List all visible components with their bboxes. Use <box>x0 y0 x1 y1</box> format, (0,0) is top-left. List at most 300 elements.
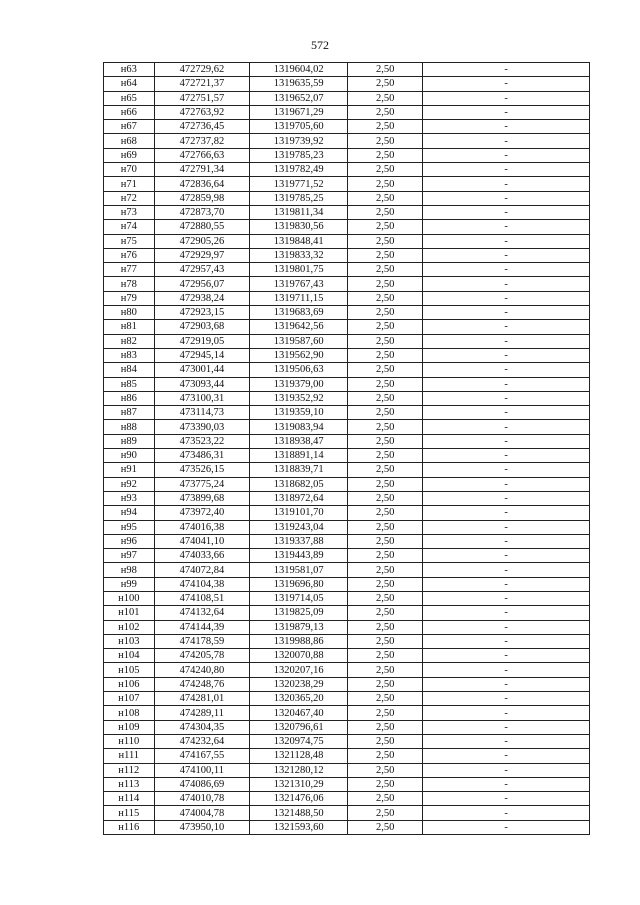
y-coordinate-cell: 1318938,47 <box>250 434 348 448</box>
x-coordinate-cell: 474289,11 <box>154 706 250 720</box>
accuracy-cell: 2,50 <box>348 591 423 605</box>
x-coordinate-cell: 474086,69 <box>154 777 250 791</box>
point-name-cell: н63 <box>104 63 155 77</box>
x-coordinate-cell: 472751,57 <box>154 91 250 105</box>
x-coordinate-cell: 472903,68 <box>154 320 250 334</box>
y-coordinate-cell: 1321280,12 <box>250 763 348 777</box>
table-row <box>104 105 590 119</box>
accuracy-cell: 2,50 <box>348 377 423 391</box>
point-name-cell: н77 <box>104 263 155 277</box>
accuracy-cell: 2,50 <box>348 820 423 834</box>
y-coordinate-cell: 1320365,20 <box>250 692 348 706</box>
accuracy-cell: 2,50 <box>348 806 423 820</box>
accuracy-cell: 2,50 <box>348 134 423 148</box>
accuracy-cell: 2,50 <box>348 105 423 119</box>
accuracy-cell: 2,50 <box>348 234 423 248</box>
y-coordinate-cell: 1319243,04 <box>250 520 348 534</box>
y-coordinate-cell: 1319671,29 <box>250 105 348 119</box>
description-cell: - <box>423 77 590 91</box>
point-name-cell: н107 <box>104 692 155 706</box>
table-row <box>104 263 590 277</box>
table-row <box>104 377 590 391</box>
x-coordinate-cell: 473390,03 <box>154 420 250 434</box>
coordinates-table <box>103 62 590 835</box>
accuracy-cell: 2,50 <box>348 777 423 791</box>
description-cell: - <box>423 91 590 105</box>
point-name-cell: н114 <box>104 792 155 806</box>
description-cell: - <box>423 549 590 563</box>
table-row <box>104 163 590 177</box>
accuracy-cell: 2,50 <box>348 549 423 563</box>
table-row <box>104 692 590 706</box>
table-row <box>104 577 590 591</box>
point-name-cell: н70 <box>104 163 155 177</box>
description-cell: - <box>423 334 590 348</box>
x-coordinate-cell: 473972,40 <box>154 506 250 520</box>
y-coordinate-cell: 1319879,13 <box>250 620 348 634</box>
table-row <box>104 334 590 348</box>
description-cell: - <box>423 177 590 191</box>
accuracy-cell: 2,50 <box>348 491 423 505</box>
table-row <box>104 320 590 334</box>
point-name-cell: н90 <box>104 449 155 463</box>
accuracy-cell: 2,50 <box>348 506 423 520</box>
table-row <box>104 277 590 291</box>
x-coordinate-cell: 472905,26 <box>154 234 250 248</box>
x-coordinate-cell: 474072,84 <box>154 563 250 577</box>
description-cell: - <box>423 191 590 205</box>
point-name-cell: н82 <box>104 334 155 348</box>
accuracy-cell: 2,50 <box>348 706 423 720</box>
description-cell: - <box>423 606 590 620</box>
x-coordinate-cell: 474304,35 <box>154 720 250 734</box>
description-cell: - <box>423 506 590 520</box>
y-coordinate-cell: 1318972,64 <box>250 491 348 505</box>
accuracy-cell: 2,50 <box>348 220 423 234</box>
x-coordinate-cell: 472791,34 <box>154 163 250 177</box>
accuracy-cell: 2,50 <box>348 205 423 219</box>
description-cell: - <box>423 463 590 477</box>
accuracy-cell: 2,50 <box>348 577 423 591</box>
point-name-cell: н73 <box>104 205 155 219</box>
x-coordinate-cell: 474016,38 <box>154 520 250 534</box>
description-cell: - <box>423 306 590 320</box>
x-coordinate-cell: 472766,63 <box>154 148 250 162</box>
x-coordinate-cell: 473100,31 <box>154 391 250 405</box>
description-cell: - <box>423 577 590 591</box>
table-row <box>104 491 590 505</box>
x-coordinate-cell: 472929,97 <box>154 248 250 262</box>
description-cell: - <box>423 134 590 148</box>
x-coordinate-cell: 472956,07 <box>154 277 250 291</box>
point-name-cell: н67 <box>104 120 155 134</box>
description-cell: - <box>423 620 590 634</box>
point-name-cell: н98 <box>104 563 155 577</box>
table-row <box>104 620 590 634</box>
x-coordinate-cell: 472763,92 <box>154 105 250 119</box>
y-coordinate-cell: 1319767,43 <box>250 277 348 291</box>
point-name-cell: н74 <box>104 220 155 234</box>
x-coordinate-cell: 473526,15 <box>154 463 250 477</box>
y-coordinate-cell: 1319711,15 <box>250 291 348 305</box>
point-name-cell: н87 <box>104 406 155 420</box>
x-coordinate-cell: 473950,10 <box>154 820 250 834</box>
description-cell: - <box>423 363 590 377</box>
x-coordinate-cell: 472945,14 <box>154 348 250 362</box>
table-row <box>104 591 590 605</box>
accuracy-cell: 2,50 <box>348 306 423 320</box>
x-coordinate-cell: 473899,68 <box>154 491 250 505</box>
y-coordinate-cell: 1319771,52 <box>250 177 348 191</box>
point-name-cell: н109 <box>104 720 155 734</box>
point-name-cell: н95 <box>104 520 155 534</box>
point-name-cell: н93 <box>104 491 155 505</box>
point-name-cell: н110 <box>104 734 155 748</box>
x-coordinate-cell: 472721,37 <box>154 77 250 91</box>
accuracy-cell: 2,50 <box>348 606 423 620</box>
accuracy-cell: 2,50 <box>348 291 423 305</box>
x-coordinate-cell: 474248,76 <box>154 677 250 691</box>
x-coordinate-cell: 473486,31 <box>154 449 250 463</box>
point-name-cell: н100 <box>104 591 155 605</box>
table-row <box>104 549 590 563</box>
description-cell: - <box>423 749 590 763</box>
table-row <box>104 449 590 463</box>
point-name-cell: н94 <box>104 506 155 520</box>
y-coordinate-cell: 1319604,02 <box>250 63 348 77</box>
table-row <box>104 177 590 191</box>
table-row <box>104 606 590 620</box>
x-coordinate-cell: 474144,39 <box>154 620 250 634</box>
description-cell: - <box>423 377 590 391</box>
y-coordinate-cell: 1319739,92 <box>250 134 348 148</box>
table-row <box>104 63 590 77</box>
y-coordinate-cell: 1319785,25 <box>250 191 348 205</box>
point-name-cell: н72 <box>104 191 155 205</box>
accuracy-cell: 2,50 <box>348 649 423 663</box>
accuracy-cell: 2,50 <box>348 263 423 277</box>
y-coordinate-cell: 1319714,05 <box>250 591 348 605</box>
accuracy-cell: 2,50 <box>348 191 423 205</box>
accuracy-cell: 2,50 <box>348 91 423 105</box>
description-cell: - <box>423 291 590 305</box>
y-coordinate-cell: 1319083,94 <box>250 420 348 434</box>
y-coordinate-cell: 1319101,70 <box>250 506 348 520</box>
point-name-cell: н103 <box>104 634 155 648</box>
x-coordinate-cell: 474100,11 <box>154 763 250 777</box>
x-coordinate-cell: 472938,24 <box>154 291 250 305</box>
y-coordinate-cell: 1319801,75 <box>250 263 348 277</box>
point-name-cell: н113 <box>104 777 155 791</box>
point-name-cell: н69 <box>104 148 155 162</box>
accuracy-cell: 2,50 <box>348 177 423 191</box>
table-row <box>104 677 590 691</box>
x-coordinate-cell: 472957,43 <box>154 263 250 277</box>
table-row <box>104 434 590 448</box>
table-row <box>104 291 590 305</box>
x-coordinate-cell: 472836,64 <box>154 177 250 191</box>
point-name-cell: н115 <box>104 806 155 820</box>
y-coordinate-cell: 1319811,34 <box>250 205 348 219</box>
description-cell: - <box>423 320 590 334</box>
y-coordinate-cell: 1319352,92 <box>250 391 348 405</box>
point-name-cell: н97 <box>104 549 155 563</box>
description-cell: - <box>423 220 590 234</box>
table-row <box>104 520 590 534</box>
table-row <box>104 734 590 748</box>
table-row <box>104 134 590 148</box>
y-coordinate-cell: 1320467,40 <box>250 706 348 720</box>
accuracy-cell: 2,50 <box>348 692 423 706</box>
point-name-cell: н112 <box>104 763 155 777</box>
point-name-cell: н96 <box>104 534 155 548</box>
description-cell: - <box>423 806 590 820</box>
accuracy-cell: 2,50 <box>348 363 423 377</box>
x-coordinate-cell: 473093,44 <box>154 377 250 391</box>
table-row <box>104 563 590 577</box>
accuracy-cell: 2,50 <box>348 749 423 763</box>
x-coordinate-cell: 472736,45 <box>154 120 250 134</box>
accuracy-cell: 2,50 <box>348 763 423 777</box>
y-coordinate-cell: 1319848,41 <box>250 234 348 248</box>
table-row <box>104 406 590 420</box>
table-row <box>104 649 590 663</box>
description-cell: - <box>423 706 590 720</box>
point-name-cell: н106 <box>104 677 155 691</box>
point-name-cell: н104 <box>104 649 155 663</box>
accuracy-cell: 2,50 <box>348 163 423 177</box>
x-coordinate-cell: 474033,66 <box>154 549 250 563</box>
x-coordinate-cell: 472923,15 <box>154 306 250 320</box>
x-coordinate-cell: 472729,62 <box>154 63 250 77</box>
y-coordinate-cell: 1320974,75 <box>250 734 348 748</box>
point-name-cell: н91 <box>104 463 155 477</box>
y-coordinate-cell: 1319635,59 <box>250 77 348 91</box>
x-coordinate-cell: 472859,98 <box>154 191 250 205</box>
table-row <box>104 663 590 677</box>
description-cell: - <box>423 449 590 463</box>
description-cell: - <box>423 263 590 277</box>
description-cell: - <box>423 692 590 706</box>
point-name-cell: н66 <box>104 105 155 119</box>
y-coordinate-cell: 1319652,07 <box>250 91 348 105</box>
accuracy-cell: 2,50 <box>348 434 423 448</box>
description-cell: - <box>423 563 590 577</box>
table-row <box>104 348 590 362</box>
accuracy-cell: 2,50 <box>348 277 423 291</box>
table-row <box>104 720 590 734</box>
y-coordinate-cell: 1319825,09 <box>250 606 348 620</box>
description-cell: - <box>423 777 590 791</box>
accuracy-cell: 2,50 <box>348 792 423 806</box>
description-cell: - <box>423 734 590 748</box>
description-cell: - <box>423 491 590 505</box>
description-cell: - <box>423 477 590 491</box>
accuracy-cell: 2,50 <box>348 77 423 91</box>
y-coordinate-cell: 1320207,16 <box>250 663 348 677</box>
table-row <box>104 706 590 720</box>
accuracy-cell: 2,50 <box>348 420 423 434</box>
description-cell: - <box>423 120 590 134</box>
description-cell: - <box>423 763 590 777</box>
y-coordinate-cell: 1319642,56 <box>250 320 348 334</box>
table-row <box>104 220 590 234</box>
y-coordinate-cell: 1318839,71 <box>250 463 348 477</box>
y-coordinate-cell: 1319705,60 <box>250 120 348 134</box>
accuracy-cell: 2,50 <box>348 620 423 634</box>
y-coordinate-cell: 1321593,60 <box>250 820 348 834</box>
table-row <box>104 820 590 834</box>
point-name-cell: н92 <box>104 477 155 491</box>
accuracy-cell: 2,50 <box>348 734 423 748</box>
description-cell: - <box>423 820 590 834</box>
description-cell: - <box>423 163 590 177</box>
x-coordinate-cell: 474232,64 <box>154 734 250 748</box>
x-coordinate-cell: 474132,64 <box>154 606 250 620</box>
point-name-cell: н68 <box>104 134 155 148</box>
table-row <box>104 234 590 248</box>
table-row <box>104 534 590 548</box>
description-cell: - <box>423 391 590 405</box>
table-row <box>104 248 590 262</box>
point-name-cell: н79 <box>104 291 155 305</box>
y-coordinate-cell: 1319830,56 <box>250 220 348 234</box>
x-coordinate-cell: 474240,80 <box>154 663 250 677</box>
point-name-cell: н80 <box>104 306 155 320</box>
point-name-cell: н64 <box>104 77 155 91</box>
table-row <box>104 634 590 648</box>
y-coordinate-cell: 1318891,14 <box>250 449 348 463</box>
y-coordinate-cell: 1319696,80 <box>250 577 348 591</box>
point-name-cell: н83 <box>104 348 155 362</box>
point-name-cell: н116 <box>104 820 155 834</box>
x-coordinate-cell: 473001,44 <box>154 363 250 377</box>
table-row <box>104 205 590 219</box>
accuracy-cell: 2,50 <box>348 334 423 348</box>
table-row <box>104 763 590 777</box>
point-name-cell: н111 <box>104 749 155 763</box>
description-cell: - <box>423 277 590 291</box>
description-cell: - <box>423 591 590 605</box>
accuracy-cell: 2,50 <box>348 520 423 534</box>
point-name-cell: н88 <box>104 420 155 434</box>
description-cell: - <box>423 248 590 262</box>
table-row <box>104 777 590 791</box>
point-name-cell: н101 <box>104 606 155 620</box>
y-coordinate-cell: 1319782,49 <box>250 163 348 177</box>
y-coordinate-cell: 1321310,29 <box>250 777 348 791</box>
point-name-cell: н86 <box>104 391 155 405</box>
y-coordinate-cell: 1319379,00 <box>250 377 348 391</box>
description-cell: - <box>423 205 590 219</box>
table-row <box>104 191 590 205</box>
y-coordinate-cell: 1321488,50 <box>250 806 348 820</box>
description-cell: - <box>423 720 590 734</box>
point-name-cell: н85 <box>104 377 155 391</box>
table-row <box>104 506 590 520</box>
x-coordinate-cell: 474178,59 <box>154 634 250 648</box>
x-coordinate-cell: 474004,78 <box>154 806 250 820</box>
x-coordinate-cell: 474108,51 <box>154 591 250 605</box>
table-row <box>104 792 590 806</box>
x-coordinate-cell: 473523,22 <box>154 434 250 448</box>
description-cell: - <box>423 534 590 548</box>
point-name-cell: н65 <box>104 91 155 105</box>
accuracy-cell: 2,50 <box>348 534 423 548</box>
y-coordinate-cell: 1319562,90 <box>250 348 348 362</box>
table-row <box>104 77 590 91</box>
y-coordinate-cell: 1319988,86 <box>250 634 348 648</box>
table-row <box>104 463 590 477</box>
y-coordinate-cell: 1319833,32 <box>250 248 348 262</box>
table-row <box>104 148 590 162</box>
x-coordinate-cell: 473775,24 <box>154 477 250 491</box>
x-coordinate-cell: 472873,70 <box>154 205 250 219</box>
y-coordinate-cell: 1319359,10 <box>250 406 348 420</box>
x-coordinate-cell: 474010,78 <box>154 792 250 806</box>
accuracy-cell: 2,50 <box>348 63 423 77</box>
y-coordinate-cell: 1320238,29 <box>250 677 348 691</box>
accuracy-cell: 2,50 <box>348 634 423 648</box>
x-coordinate-cell: 474205,78 <box>154 649 250 663</box>
description-cell: - <box>423 434 590 448</box>
y-coordinate-cell: 1319443,89 <box>250 549 348 563</box>
table-row <box>104 391 590 405</box>
description-cell: - <box>423 63 590 77</box>
coordinates-table-body <box>104 63 590 835</box>
point-name-cell: н84 <box>104 363 155 377</box>
description-cell: - <box>423 420 590 434</box>
point-name-cell: н76 <box>104 248 155 262</box>
table-row <box>104 363 590 377</box>
accuracy-cell: 2,50 <box>348 348 423 362</box>
y-coordinate-cell: 1320070,88 <box>250 649 348 663</box>
table-row <box>104 306 590 320</box>
accuracy-cell: 2,50 <box>348 663 423 677</box>
x-coordinate-cell: 473114,73 <box>154 406 250 420</box>
accuracy-cell: 2,50 <box>348 677 423 691</box>
y-coordinate-cell: 1321128,48 <box>250 749 348 763</box>
y-coordinate-cell: 1318682,05 <box>250 477 348 491</box>
x-coordinate-cell: 472737,82 <box>154 134 250 148</box>
x-coordinate-cell: 474104,38 <box>154 577 250 591</box>
accuracy-cell: 2,50 <box>348 406 423 420</box>
accuracy-cell: 2,50 <box>348 449 423 463</box>
description-cell: - <box>423 520 590 534</box>
table-row <box>104 749 590 763</box>
accuracy-cell: 2,50 <box>348 148 423 162</box>
table-row <box>104 477 590 491</box>
description-cell: - <box>423 105 590 119</box>
accuracy-cell: 2,50 <box>348 120 423 134</box>
description-cell: - <box>423 406 590 420</box>
accuracy-cell: 2,50 <box>348 463 423 477</box>
point-name-cell: н81 <box>104 320 155 334</box>
description-cell: - <box>423 234 590 248</box>
accuracy-cell: 2,50 <box>348 563 423 577</box>
table-row <box>104 120 590 134</box>
page-number: 572 <box>311 38 329 52</box>
y-coordinate-cell: 1319587,60 <box>250 334 348 348</box>
point-name-cell: н99 <box>104 577 155 591</box>
description-cell: - <box>423 663 590 677</box>
x-coordinate-cell: 472919,05 <box>154 334 250 348</box>
point-name-cell: н89 <box>104 434 155 448</box>
point-name-cell: н105 <box>104 663 155 677</box>
description-cell: - <box>423 348 590 362</box>
y-coordinate-cell: 1319581,07 <box>250 563 348 577</box>
x-coordinate-cell: 474167,55 <box>154 749 250 763</box>
